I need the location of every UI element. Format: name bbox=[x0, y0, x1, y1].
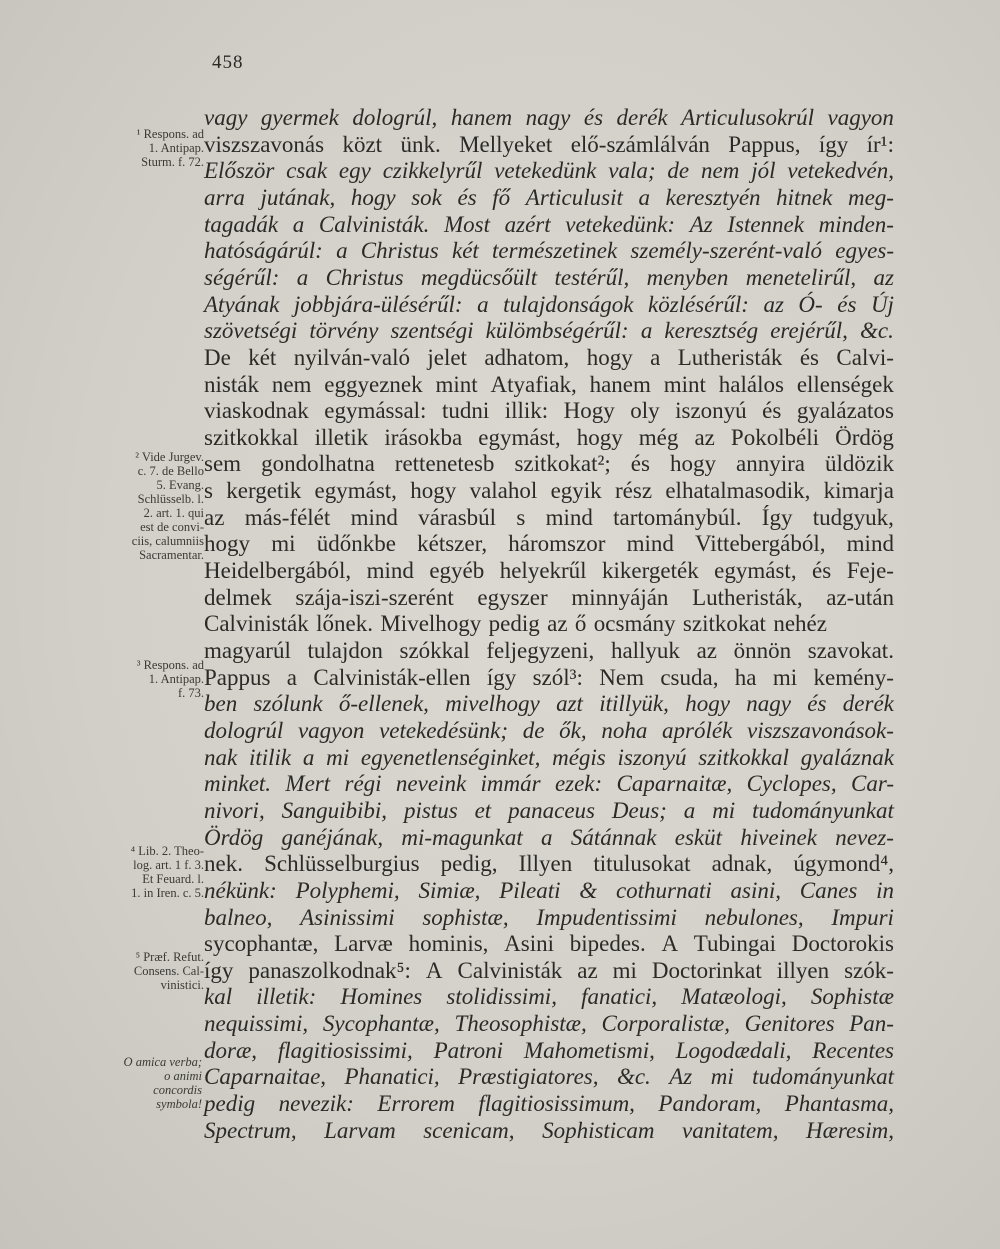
margin-note-line: ciis, calumniis bbox=[131, 534, 204, 548]
body-line: Calvinisták lőnek. Mivelhogy pedig az ő ocsmány szitkokat nehéz bbox=[204, 611, 827, 637]
margin-note-line: concordis bbox=[153, 1083, 202, 1097]
margin-note-line: ¹ Respons. ad bbox=[136, 127, 204, 141]
body-line: nisták nem eggyeznek mint Atyafiak, hanem mint halálos ellenségek bbox=[204, 371, 894, 397]
body-line: kal illetik: Homines stolidissimi, fanatici, Matæologi, Sophistæ bbox=[204, 984, 894, 1010]
body-line: doræ, flagitiosissimi, Patroni Mahometismi, Logodædali, Recentes bbox=[204, 1037, 894, 1063]
margin-note-line: Sacramentar. bbox=[139, 548, 204, 562]
margin-note bbox=[92, 844, 204, 900]
page-number: 458 bbox=[212, 52, 244, 73]
body-line: hatóságárúl: a Christus két természetinek személy-szerént-való egyes- bbox=[204, 238, 894, 264]
margin-note-line: o animi bbox=[164, 1069, 202, 1083]
body-line: szövetségi törvény szentségi külömbségérűl: a keresztség erejérűl, &c. bbox=[204, 318, 894, 344]
margin-note-line: vinistici. bbox=[160, 978, 204, 992]
margin-note-line: symbola! bbox=[156, 1097, 202, 1111]
body-line: sycophantæ, Larvæ hominis, Asini bipedes. A Tubingai Doctorokis bbox=[204, 931, 894, 957]
body-line: vagy gyermek dologrúl, hanem nagy és derék Articulusokrúl vagyon bbox=[204, 105, 894, 130]
body-line: Heidelbergából, mind egyéb helyekrűl kikergeték egymást, és Feje- bbox=[204, 558, 894, 584]
margin-note-line: Et Feuard. l. bbox=[142, 872, 204, 886]
margin-note-line: 1. Antipap. bbox=[148, 141, 204, 155]
margin-note-line: 5. Evang. bbox=[156, 478, 204, 492]
body-line: Pappus a Calvinisták-ellen így szól³: Nem csuda, ha mi kemény- bbox=[204, 664, 894, 690]
body-line: hogy mi üdőnkbe kétszer, háromszor mind Vittebergából, mind bbox=[204, 531, 894, 557]
margin-note-line: c. 7. de Bello bbox=[137, 464, 204, 478]
body-line: viaskodnak egymással: tudni illik: Hogy oly iszonyú és gyalázatos bbox=[204, 398, 894, 424]
body-line: szitkokkal illetik irásokba egymást, hogy még az Pokolbéli Ördög bbox=[204, 424, 894, 450]
margin-note bbox=[92, 450, 204, 562]
body-line: dologrúl vagyon vetekedésünk; de ők, noha aprólék viszszavonások- bbox=[204, 717, 894, 743]
margin-note-line: Sturm. f. 72. bbox=[141, 155, 204, 169]
body-line: nak itilik a mi egyenetlenséginket, mégis iszonyú szitkokkal gyaláznak bbox=[204, 744, 894, 770]
margin-note-line: Schlüsselb. l. bbox=[137, 492, 204, 506]
body-line: sem gondolhatna rettenetesb szitkokat²; és hogy annyira üldözik bbox=[204, 451, 894, 477]
body-line: delmek szája-iszi-szerént egyszer minnyáján Lutheristák, az-után bbox=[204, 584, 894, 610]
body-line: magyarúl tulajdon szókkal feljegyzeni, hallyuk az önnön szavokat. bbox=[204, 638, 894, 663]
body-line: ségérűl: a Christus megdücsőült testérűl, menyben menetelirűl, az bbox=[204, 264, 894, 290]
body-line: viszszavonás közt ünk. Mellyeket elő-számlálván Pappus, így ír¹: bbox=[204, 131, 894, 157]
margin-note bbox=[92, 950, 204, 992]
body-line: Ördög ganéjának, mi-magunkat a Sátánnak esküt hiveinek nevez- bbox=[204, 824, 894, 850]
body-line: így panaszolkodnak⁵: A Calvinisták az mi Doctorinkat illyen szók- bbox=[204, 957, 894, 983]
body-line: Először csak egy czikkelyrűl vetekedünk vala; de nem jól vetekedvén, bbox=[204, 158, 894, 184]
margin-note-line: 1. Antipap. bbox=[148, 672, 204, 686]
margin-note-line: est de convi- bbox=[140, 520, 204, 534]
margin-note-line: f. 73. bbox=[177, 686, 204, 700]
body-line: balneo, Asinissimi sophistæ, Impudentissimi nebulones, Impuri bbox=[204, 904, 894, 930]
body-line: De két nyilván-való jelet adhatom, hogy a Lutheristák és Calvi- bbox=[204, 344, 894, 370]
body-line: minket. Mert régi neveink immár ezek: Caparnaitæ, Cyclopes, Car- bbox=[204, 771, 894, 797]
body-line: pedig nevezik: Errorem flagitiosissimum, Pandoram, Phantasma, bbox=[204, 1091, 894, 1117]
body-line: az más-félét mind várasbúl s mind tartománybúl. Így tudgyuk, bbox=[204, 504, 894, 530]
body-line: ben szólunk ő-ellenek, mivelhogy azt itillyük, hogy nagy és derék bbox=[204, 691, 894, 717]
body-line: nequissimi, Sycophantæ, Theosophistæ, Corporalistæ, Genitores Pan- bbox=[204, 1011, 894, 1037]
margin-note bbox=[92, 658, 204, 700]
body-line: nékünk: Polyphemi, Simiæ, Pileati & cothurnati asini, Canes in bbox=[204, 877, 894, 903]
margin-note bbox=[90, 1055, 202, 1111]
body-line: Atyának jobbjára-ülésérűl: a tulajdonságok közlésérűl: az Ó- és Új bbox=[204, 291, 894, 317]
margin-note-line: ³ Respons. ad bbox=[136, 658, 204, 672]
body-line: Spectrum, Larvam scenicam, Sophisticam vanitatem, Hæresim, bbox=[204, 1117, 894, 1143]
margin-note-line: 2. art. 1. qui bbox=[143, 506, 204, 520]
margin-note-line: ⁴ Lib. 2. Theo- bbox=[130, 844, 204, 858]
body-line: nek. Schlüsselburgius pedig, Illyen titulusokat adnak, úgymond⁴, bbox=[204, 851, 894, 877]
body-line: nivori, Sanguibibi, pistus et panaceus Deus; a mi tudományunkat bbox=[204, 797, 894, 823]
margin-note-line: 1. in Iren. c. 5. bbox=[131, 886, 204, 900]
body-line: s kergetik egymást, hogy valahol egyik rész elhatalmasodik, kimarja bbox=[204, 478, 894, 504]
body-line: tagadák a Calvinisták. Most azért vetekedünk: Az Istennek minden- bbox=[204, 211, 894, 237]
margin-note-line: log. art. 1 f. 3. bbox=[133, 858, 204, 872]
margin-note-line: O amica verba; bbox=[123, 1055, 202, 1069]
margin-note-line: ⁵ Præf. Refut. bbox=[135, 950, 204, 964]
body-line: Caparnaitae, Phanatici, Præstigiatores, &c. Az mi tudományunkat bbox=[204, 1064, 894, 1090]
body-line: arra jutának, hogy sok és fő Articulusit a keresztyén hitnek meg- bbox=[204, 184, 894, 210]
margin-note-line: ² Vide Jurgev. bbox=[135, 450, 204, 464]
margin-note-line: Consens. Cal- bbox=[133, 964, 204, 978]
margin-note bbox=[92, 127, 204, 169]
